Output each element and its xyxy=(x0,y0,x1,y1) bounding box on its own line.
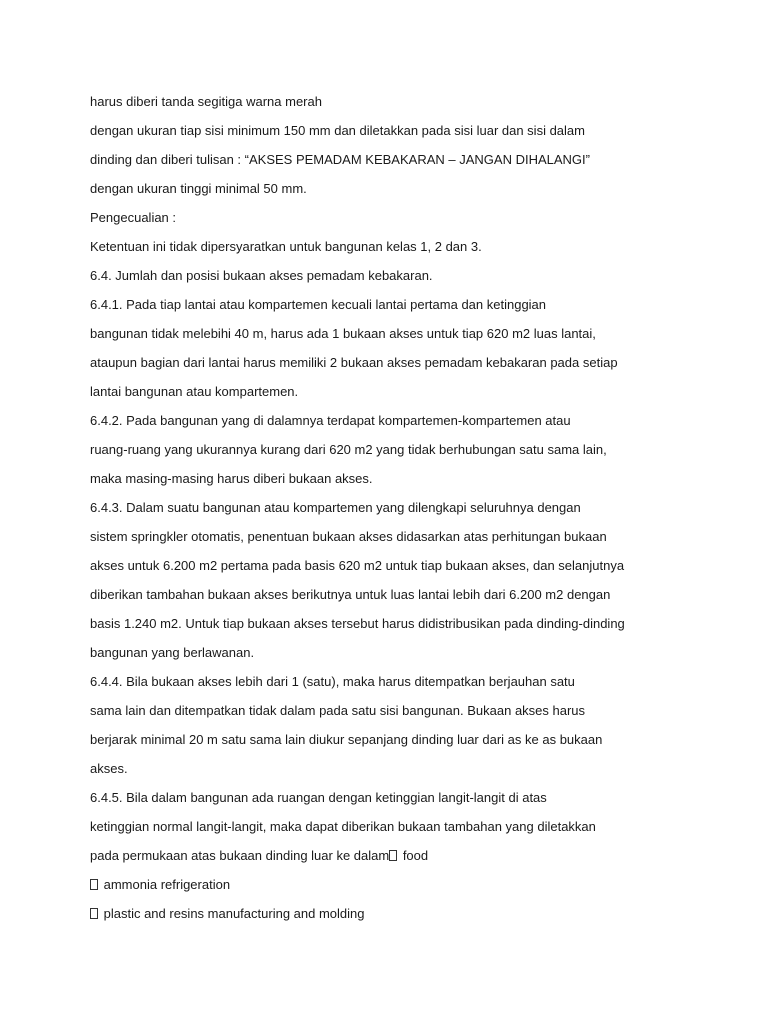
text-line: berjarak minimal 20 m satu sama lain diukur sepanjang dinding luar dari as ke as bukaan xyxy=(90,732,603,747)
bullet-text: ammonia refrigeration xyxy=(100,877,231,892)
text-line: ketinggian normal langit-langit, maka dapat diberikan bukaan tambahan yang diletakkan xyxy=(90,819,596,834)
missing-glyph-icon xyxy=(90,879,98,890)
text-line: harus diberi tanda segitiga warna merah xyxy=(90,94,322,109)
text-line: dengan ukuran tiap sisi minimum 150 mm dan diletakkan pada sisi luar dan sisi dalam xyxy=(90,123,585,138)
bullet-line xyxy=(90,873,650,902)
text-line: akses. xyxy=(90,761,128,776)
text-line: maka masing-masing harus diberi bukaan akses. xyxy=(90,471,373,486)
missing-glyph-icon xyxy=(90,908,98,919)
text-line-with-glyph xyxy=(90,844,650,873)
text-segment: pada permukaan atas bukaan dinding luar ke dalam xyxy=(90,848,390,863)
text-line: Ketentuan ini tidak dipersyaratkan untuk bangunan kelas 1, 2 dan 3. xyxy=(90,239,482,254)
text-segment: food xyxy=(399,848,429,863)
text-line: basis 1.240 m2. Untuk tiap bukaan akses tersebut harus didistribusikan pada dinding-dinding xyxy=(90,616,625,631)
text-line: ataupun bagian dari lantai harus memiliki 2 bukaan akses pemadam kebakaran pada setiap xyxy=(90,355,618,370)
bullet-line xyxy=(90,902,650,931)
text-line: diberikan tambahan bukaan akses berikutnya untuk luas lantai lebih dari 6.200 m2 dengan xyxy=(90,587,611,602)
bullet-text: plastic and resins manufacturing and molding xyxy=(100,906,365,921)
text-line: 6.4.2. Pada bangunan yang di dalamnya terdapat kompartemen-kompartemen atau xyxy=(90,413,571,428)
text-line: dinding dan diberi tulisan : “AKSES PEMADAM KEBAKARAN – JANGAN DIHALANGI” xyxy=(90,152,590,167)
text-line: 6.4.3. Dalam suatu bangunan atau kompartemen yang dilengkapi seluruhnya dengan xyxy=(90,500,581,515)
missing-glyph-icon xyxy=(389,850,397,861)
text-line: 6.4.1. Pada tiap lantai atau kompartemen kecuali lantai pertama dan ketinggian xyxy=(90,297,547,312)
text-line: 6.4. Jumlah dan posisi bukaan akses pemadam kebakaran. xyxy=(90,268,433,283)
text-line: dengan ukuran tinggi minimal 50 mm. xyxy=(90,181,307,196)
text-line: sama lain dan ditempatkan tidak dalam pada satu sisi bangunan. Bukaan akses harus xyxy=(90,703,586,718)
text-line: bangunan tidak melebihi 40 m, harus ada 1 bukaan akses untuk tiap 620 m2 luas lantai, xyxy=(90,326,596,341)
text-line: lantai bangunan atau kompartemen. xyxy=(90,384,299,399)
text-line: Pengecualian : xyxy=(90,210,177,225)
document-body xyxy=(90,90,650,931)
text-line: ruang-ruang yang ukurannya kurang dari 620 m2 yang tidak berhubungan satu sama lain, xyxy=(90,442,607,457)
text-line: akses untuk 6.200 m2 pertama pada basis 620 m2 untuk tiap bukaan akses, dan selanjutnya xyxy=(90,558,625,573)
text-line: 6.4.5. Bila dalam bangunan ada ruangan dengan ketinggian langit-langit di atas xyxy=(90,790,547,805)
text-line: sistem springkler otomatis, penentuan bukaan akses didasarkan atas perhitungan bukaan xyxy=(90,529,607,544)
text-line: bangunan yang berlawanan. xyxy=(90,645,255,660)
text-line: 6.4.4. Bila bukaan akses lebih dari 1 (satu), maka harus ditempatkan berjauhan satu xyxy=(90,674,575,689)
